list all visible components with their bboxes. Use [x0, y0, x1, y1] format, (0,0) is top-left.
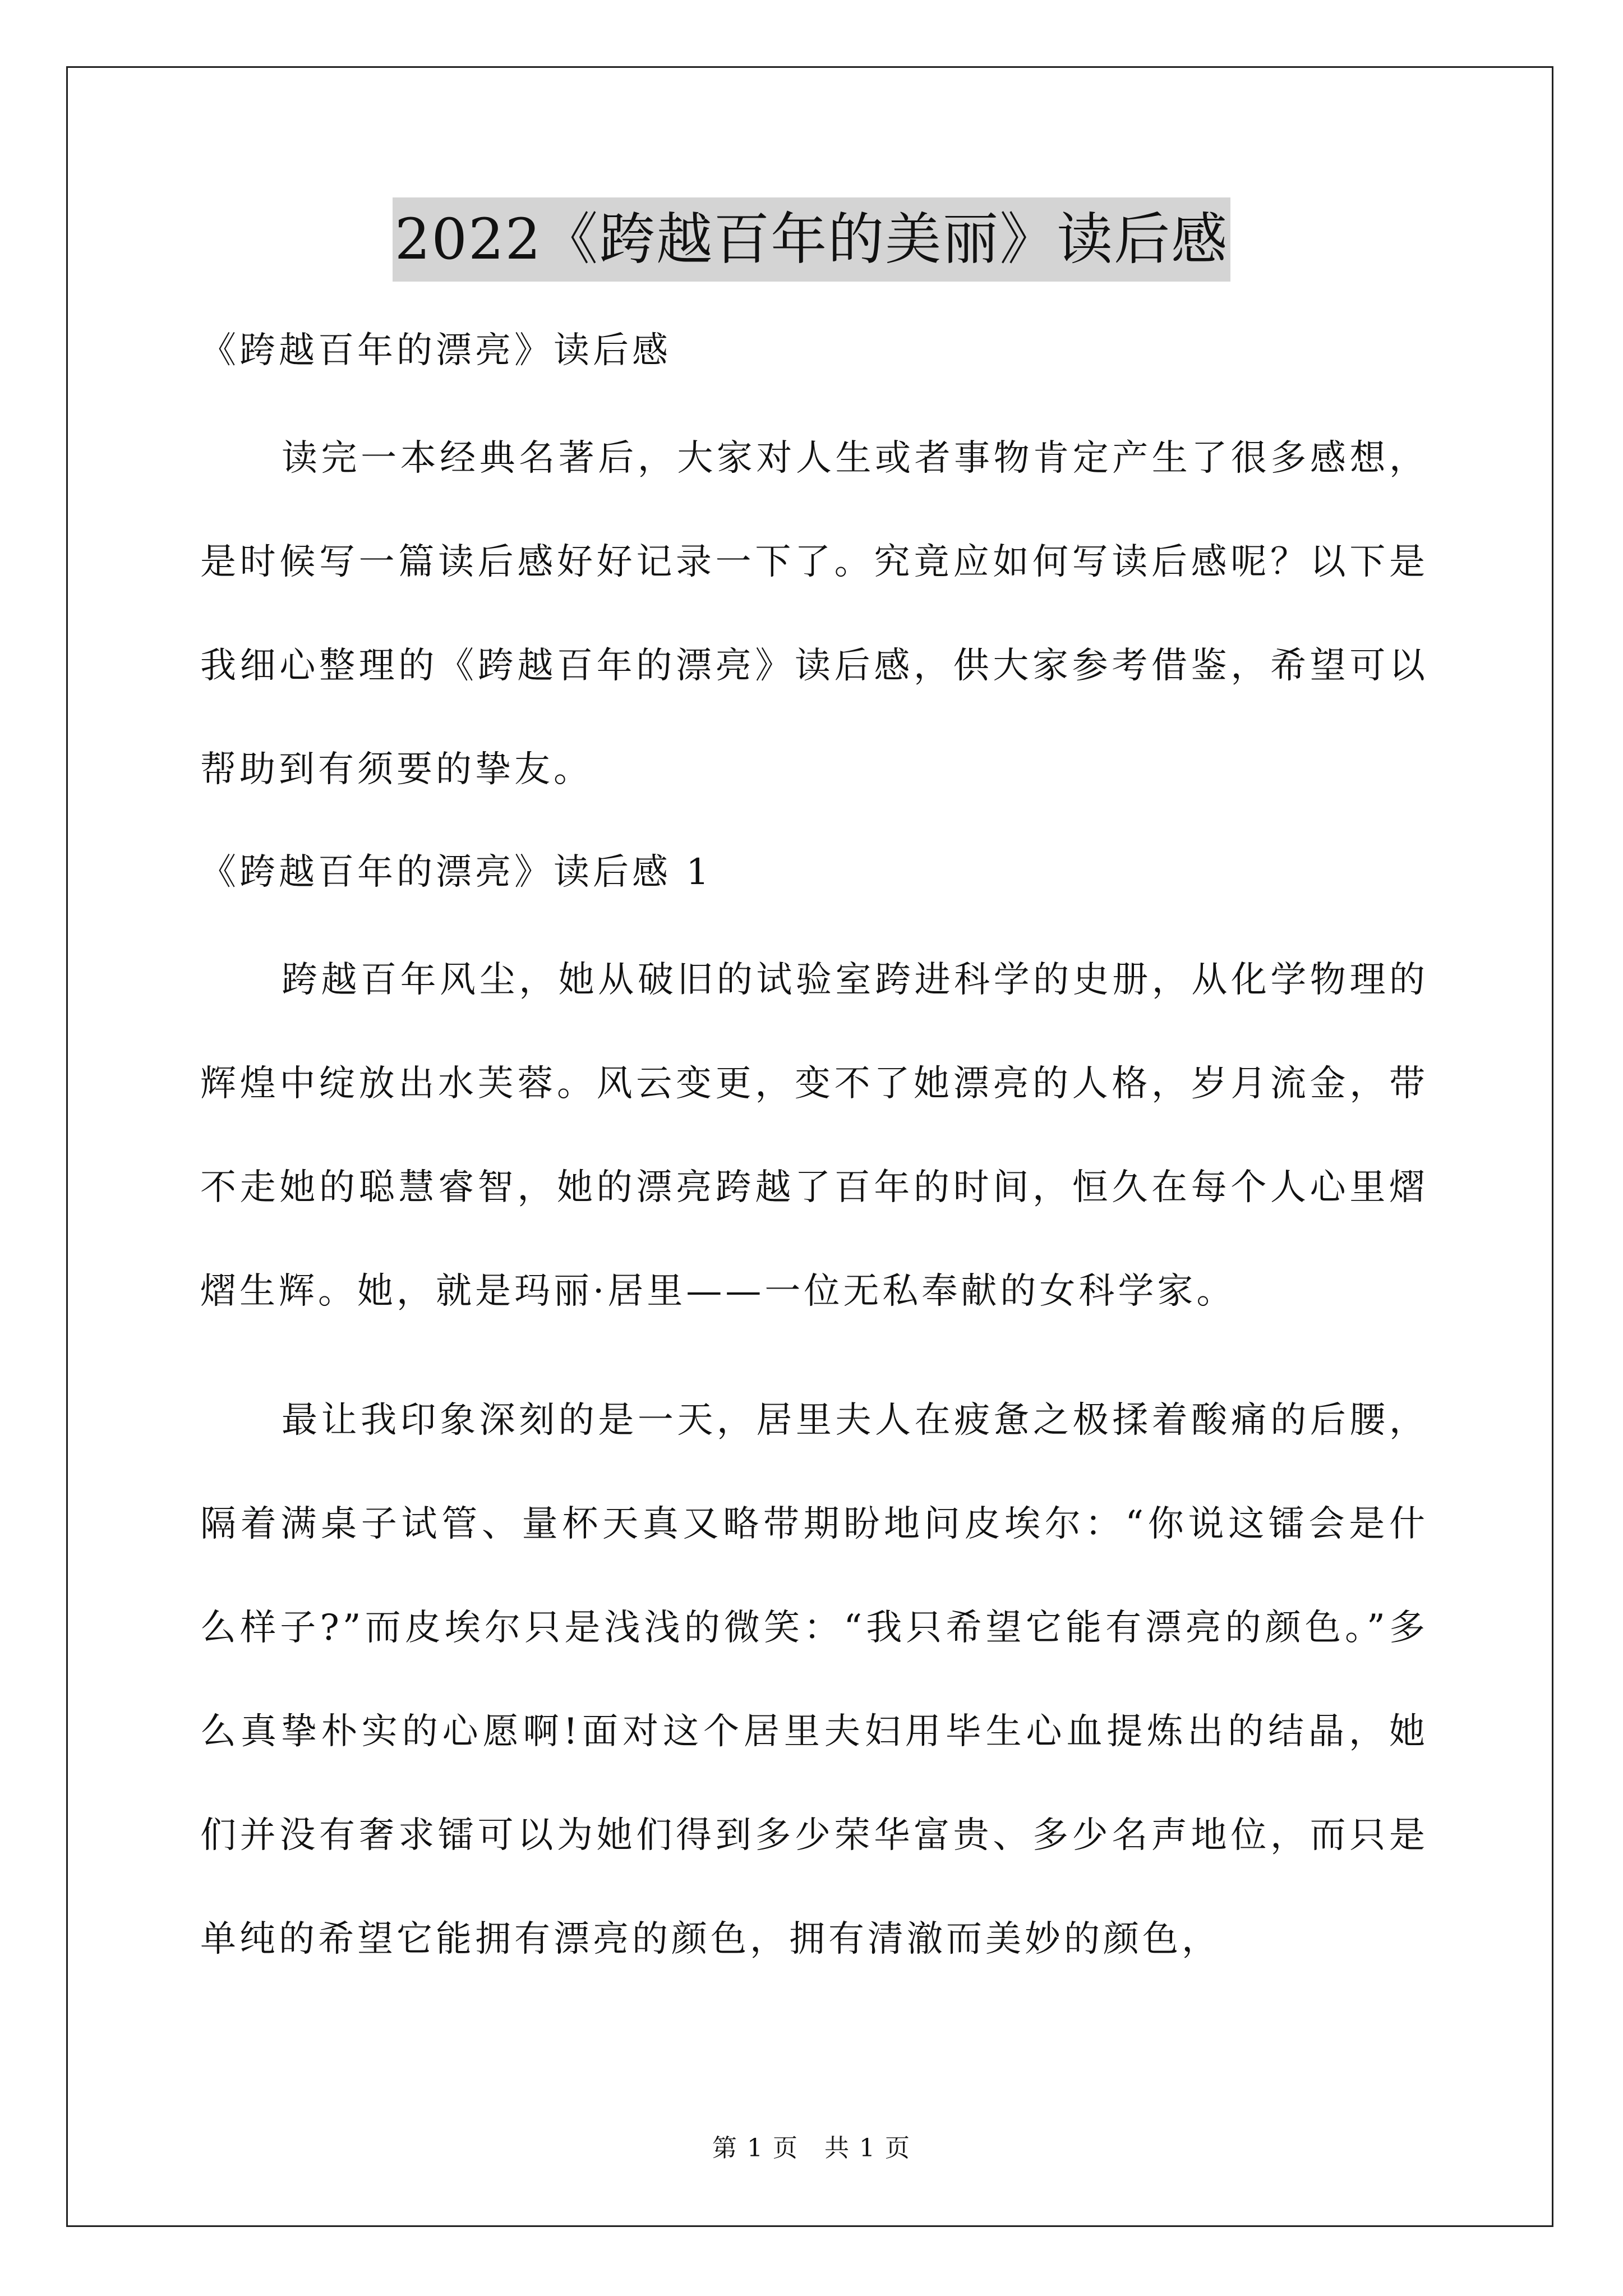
document-title: 2022《跨越百年的美丽》读后感 — [393, 197, 1231, 282]
section-heading: 《跨越百年的漂亮》读后感 1 — [200, 852, 713, 893]
document-body — [200, 300, 1428, 1991]
intro-paragraph: 读完一本经典名著后，大家对人生或者事物肯定产生了很多感想，是时候写一篇读后感好好记录一下了。究竟应如何写读后感呢？以下是我细心整理的《跨越百年的漂亮》读后感，供大家参考借鉴，希望可以帮助到有须要的挚友。 — [200, 438, 1428, 790]
page-footer: 第 1 页 共 1 页 — [712, 2134, 911, 2162]
title-container — [0, 197, 1623, 282]
body-paragraph: 跨越百年风尘，她从破旧的试验室跨进科学的史册，从化学物理的辉煌中绽放出水芙蓉。风云变更，变不了她漂亮的人格，岁月流金，带不走她的聪慧睿智，她的漂亮跨越了百年的时间，恒久在每个人心里熠熠生辉。她，就是玛丽·居里——一位无私奉献的女科学家。 — [200, 959, 1428, 1312]
document-subtitle: 《跨越百年的漂亮》读后感 — [200, 330, 671, 371]
body-paragraph: 最让我印象深刻的是一天，居里夫人在疲惫之极揉着酸痛的后腰，隔着满桌子试管、量杯天真又略带期盼地问皮埃尔：“你说这镭会是什么样子?”而皮埃尔只是浅浅的微笑：“我只希望它能有漂亮的颜色。”多么真挚朴实的心愿啊!面对这个居里夫妇用毕生心血提炼出的结晶，她们并没有奢求镭可以为她们得到多少荣华富贵、多少名声地位，而只是单纯的希望它能拥有漂亮的颜色，拥有清澈而美妙的颜色， — [200, 1400, 1428, 1960]
